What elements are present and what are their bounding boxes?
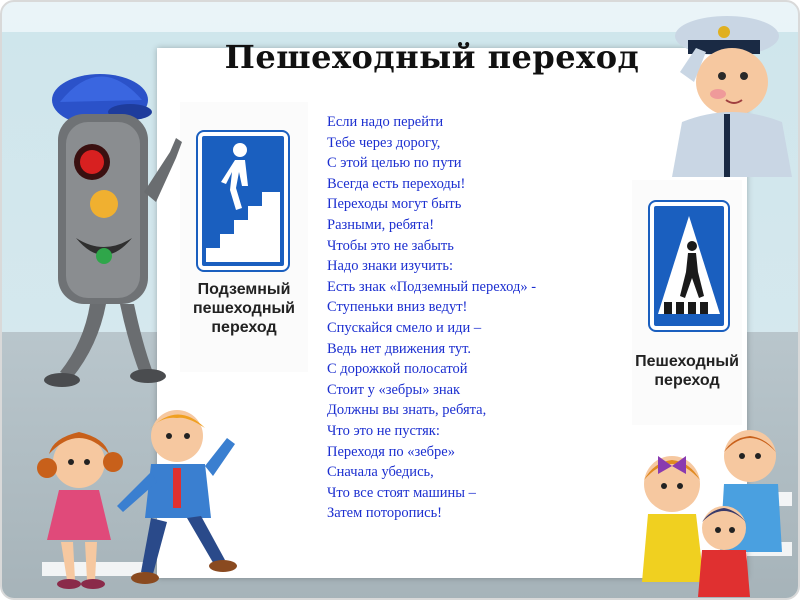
poem-line: Что это не пустяк: [327,422,440,439]
group-of-kids [632,422,800,597]
poem-line: С дорожкой полосатой [327,361,468,378]
caption-line: переход [211,319,277,337]
poem-line: Ступеньки вниз ведут! [327,299,468,316]
caption-line: переход [654,372,720,390]
poem-line: Тебе через дорогу, [327,134,441,151]
underground-crossing-sign-icon [198,132,288,270]
poem-line: Стоит у «зебры» знак [327,381,461,398]
pedestrian-crossing-sign-icon [650,202,728,330]
caption-line: Пешеходный [635,353,739,370]
caption-line: пешеходный [193,300,295,318]
two-kids-walking [27,402,242,597]
poem-line: Должны вы знать, ребята, [327,402,487,419]
poem-line: Спускайся смело и иди – [327,319,482,336]
poem-line: Сначала убедись, [327,464,434,481]
caption-line: Подземный [197,281,291,298]
poem-line: Ведь нет движения тут. [327,340,472,357]
poem-line: Есть знак «Подземный переход» - [327,278,537,295]
poem-line: Всегда есть переходы! [327,175,466,192]
underground-crossing-card [180,102,308,372]
poem-line: С этой целью по пути [327,155,462,172]
poem-line: Переходя по «зебре» [327,443,455,460]
poem-line: Затем поторопись! [327,505,443,522]
underground-crossing-caption [180,280,308,338]
pedestrian-crossing-card [632,180,742,425]
poem-line: Если надо перейти [327,114,444,130]
slide-title: Пешеходный переход [224,38,640,76]
poem-line: Разными, ребята! [327,216,435,233]
zebra-triangle-icon [654,206,724,326]
poem-line: Чтобы это не забыть [327,237,454,254]
poem [327,112,627,524]
police-officer [652,2,800,177]
poem-line: Что все стоят машины – [327,484,476,501]
stairs-pedestrian-icon [202,136,284,266]
pedestrian-crossing-caption [632,352,742,390]
poem-line: Переходы могут быть [327,196,462,213]
traffic-light-character [20,42,190,402]
poem-line: Надо знаки изучить: [327,258,453,275]
